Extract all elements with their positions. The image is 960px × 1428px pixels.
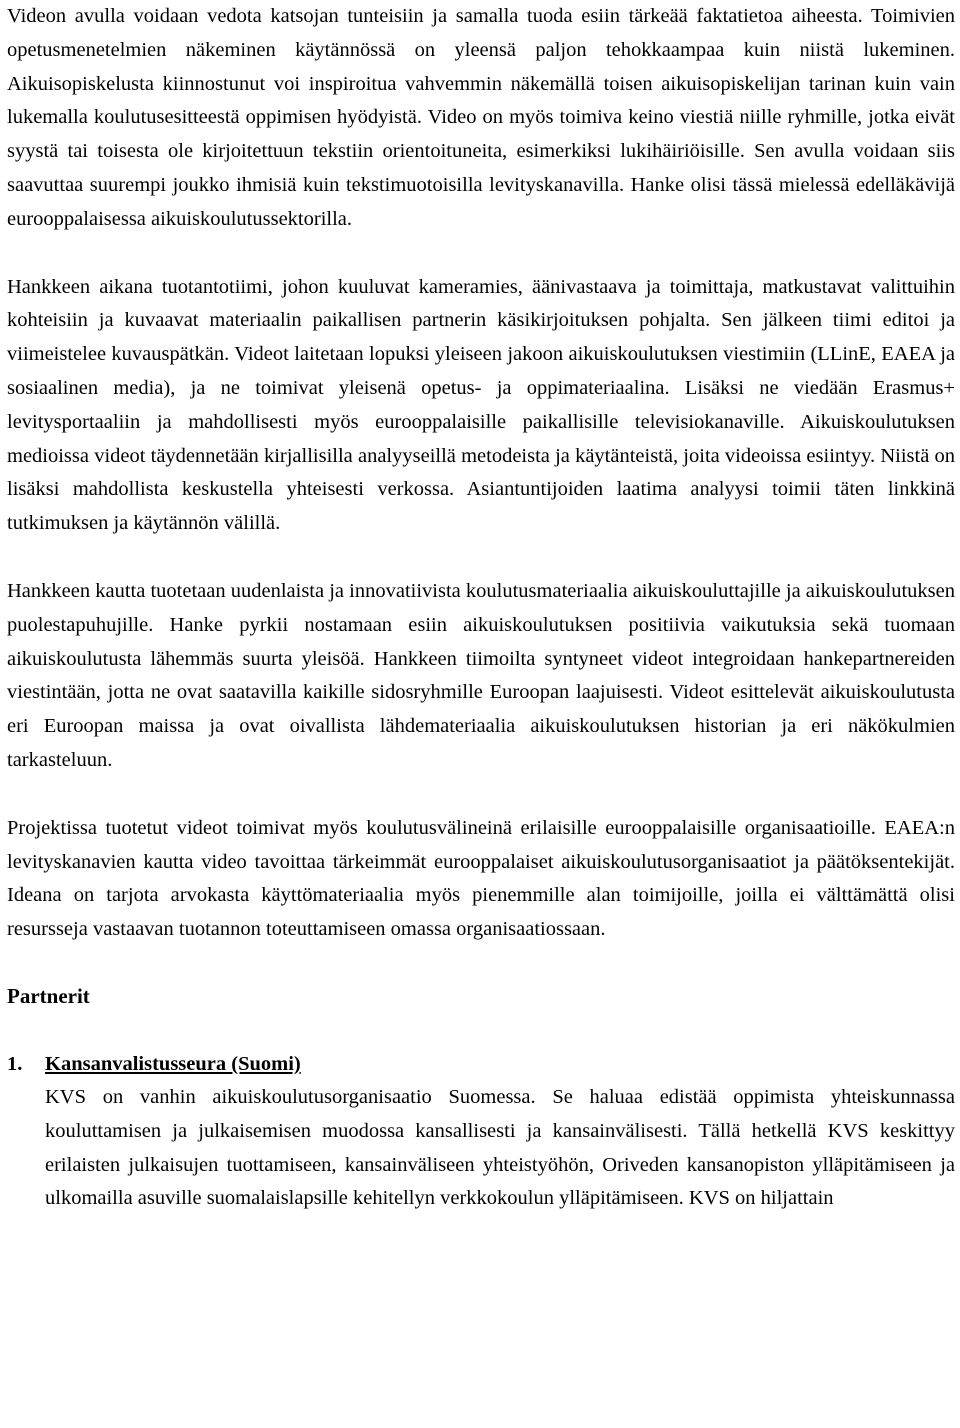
paragraph: Hankkeen aikana tuotantotiimi, johon kuuluvat kameramies, äänivastaava ja toimittaja, matkustavat valittuihin kohteisiin ja kuvaavat materiaalin paikallisen partnerin käsikirjoituksen pohjalta. Sen jälkeen tiimi editoi ja viimeistelee kuvauspätkän. Videot laitetaan lopuksi yleiseen jakoon aikuiskoulutuksen viestimiin (LLinE, EAEA ja sosiaalinen media), ja ne toimivat yleisenä opetus- ja oppimateriaalina. Lisäksi ne viedään Erasmus+ levitysportaaliin ja mahdollisesti myös eurooppalaisille paikallisille televisiokanaville. Aikuiskoulutuksen medioissa videot täydennetään kirjallisilla analyyseillä metodeista ja käytänteistä, joita videoissa esiintyy. Niistä on lisäksi mahdollista keskustella yhteisesti verkossa. Asiantuntijoiden laatima analyysi toimii täten linkkinä tutkimuksen ja käytännön välillä. (7, 275, 955, 535)
paragraph: Projektissa tuotetut videot toimivat myös koulutusvälineinä erilaisille eurooppalaisille organisaatioille. EAEA:n levityskanavien kautta video tavoittaa tärkeimmät eurooppalaiset aikuiskoulutusorganisaatiot ja päätöksentekijät. Ideana on tarjota arvokasta käyttömateriaalia myös pienemmille alan toimijoille, joilla ei välttämättä olisi resursseja vastaavan tuotannon toteuttamiseen omassa organisaatiossaan. (7, 816, 955, 941)
section-heading: Partnerit (7, 983, 90, 1008)
partner-title (45, 1047, 955, 1081)
partner-description: KVS on vanhin aikuiskoulutusorganisaatio Suomessa. Se haluaa edistää oppimista yhteiskunnassa kouluttamisen ja julkaisemisen muodossa kansallisesti ja kansainvälisesti. Tällä hetkellä KVS keskittyy erilaisten julkaisujen tuottamiseen, kansainväliseen yhteistyöhön, Oriveden kansanopiston ylläpitämiseen ja ulkomailla asuville suomalaislapsille kehitellyn verkkokoulun ylläpitämiseen. KVS on hiljattain (45, 1085, 955, 1210)
partner-item (7, 1047, 955, 1216)
partner-header (7, 1047, 955, 1081)
paragraph: Videon avulla voidaan vedota katsojan tunteisiin ja samalla tuoda esiin tärkeää faktatietoa aiheesta. Toimivien opetusmenetelmien näkeminen käytännössä on yleensä paljon tehokkaampaa kuin niistä lukeminen. Aikuisopiskelusta kiinnostunut voi inspiroitua vahvemmin näkemällä toisen aikuisopiskelijan tarinan kuin vain lukemalla koulutusesitteestä oppimisen hyödyistä. Video on myös toimiva keino viestiä niille ryhmille, jotka eivät syystä tai toisesta ole kirjoitettuun tekstiin orientoituneita, esimerkiksi lukihäiriöisille. Sen avulla voidaan siis saavuttaa suurempi joukko ihmisiä kuin tekstimuotoisilla levityskanavilla. Hanke olisi tässä mielessä edelläkävijä eurooppalaisessa aikuiskoulutussektorilla. (7, 5, 955, 230)
paragraph: Hankkeen kautta tuotetaan uudenlaista ja innovatiivista koulutusmateriaalia aikuiskouluttajille ja aikuiskoulutuksen puolestapuhujille. Hanke pyrkii nostamaan esiin aikuiskoulutuksen positiivia vaikutuksia sekä tuomaan aikuiskoulutusta lähemmäs suurta yleisöä. Hankkeen tiimoilta syntyneet videot integroidaan hankepartnereiden viestintään, jotta ne ovat saatavilla kaikille sidosryhmille Euroopan laajuisesti. Videot esittelevät aikuiskoulutusta eri Euroopan maissa ja ovat oivallista lähdemateriaalia aikuiskoulutuksen historian ja eri näkökulmien tarkasteluun. (7, 579, 955, 771)
document-page (7, 0, 955, 1216)
partner-title-text: Kansanvalistusseura (Suomi) (45, 1052, 301, 1075)
partner-number: 1. (7, 1052, 23, 1075)
